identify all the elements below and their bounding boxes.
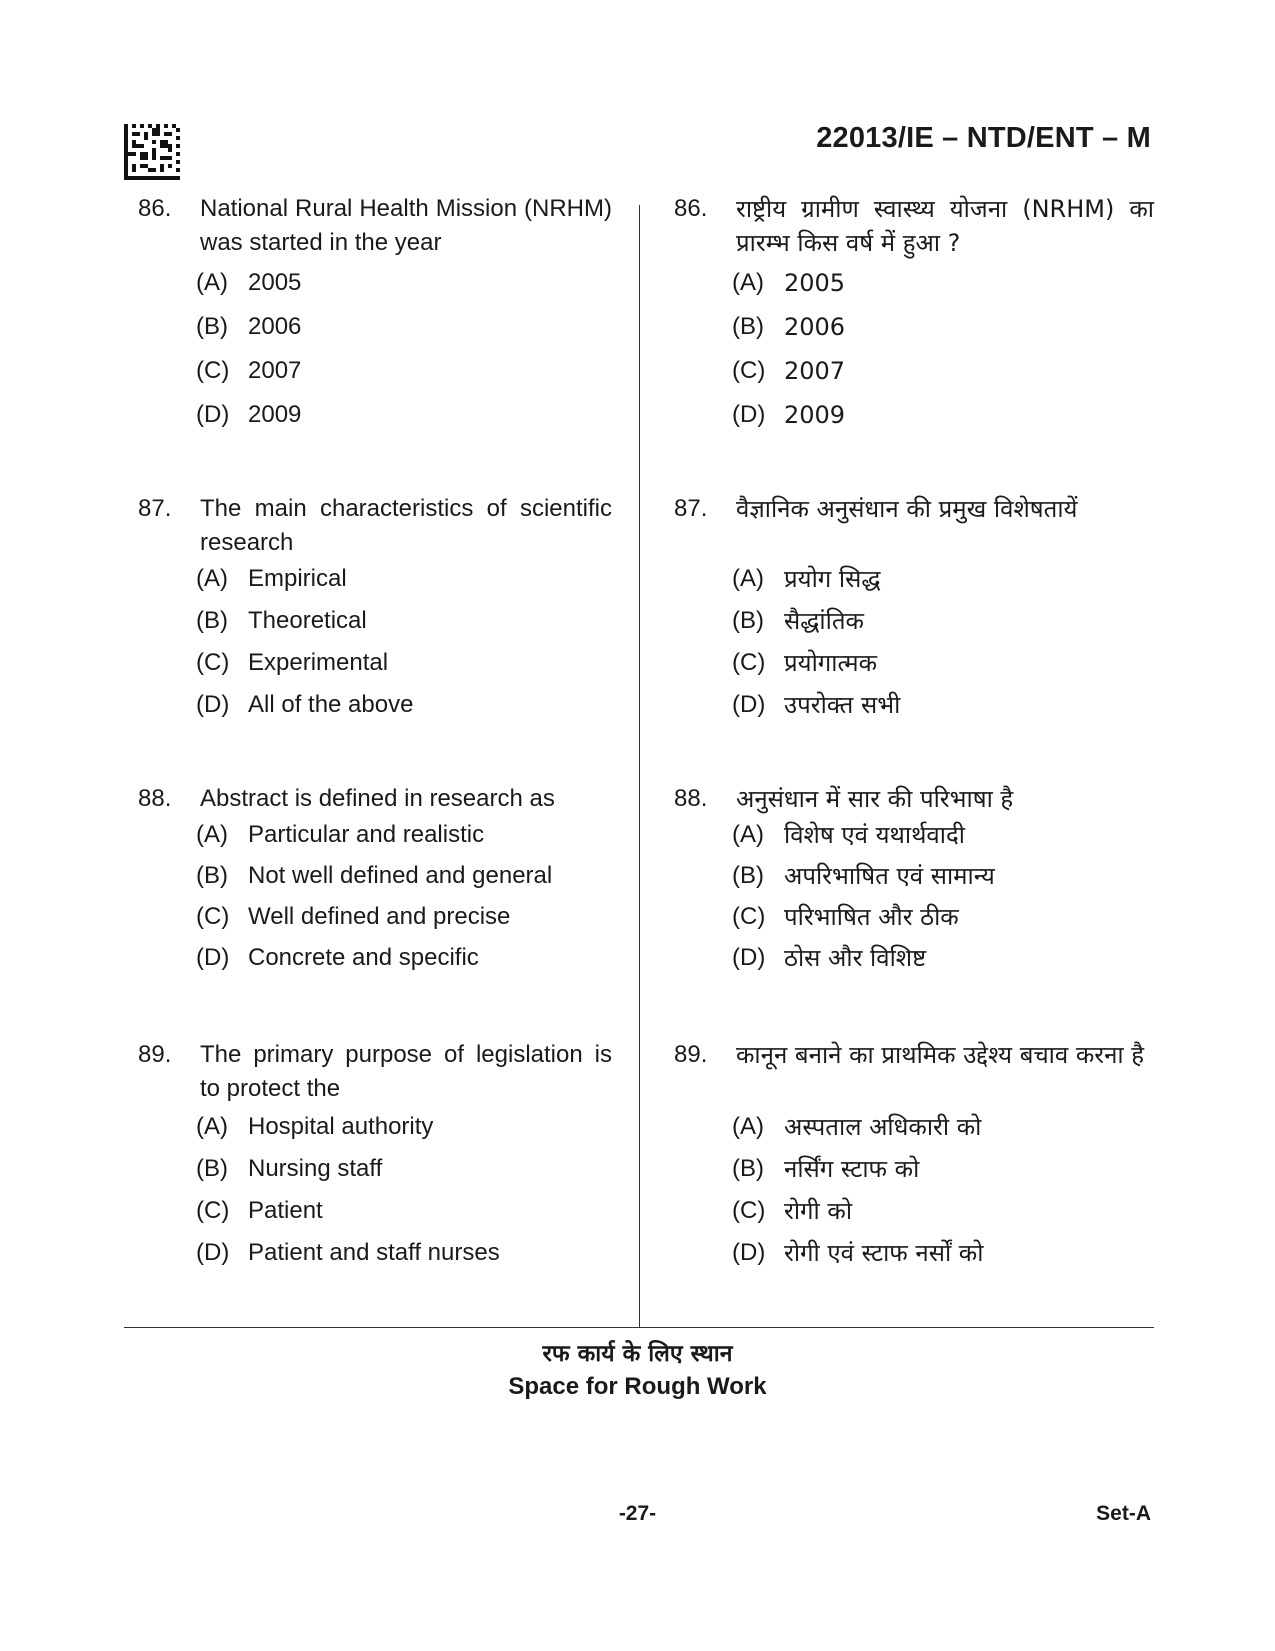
option-a	[196, 268, 612, 312]
option-text: Theoretical	[248, 607, 367, 634]
option-label: (C)	[732, 903, 766, 930]
set-label: Set-A	[1096, 1502, 1151, 1525]
option-label: (D)	[196, 1239, 230, 1266]
question-number: 87.	[674, 495, 708, 522]
question-88-en	[138, 782, 612, 984]
option-text: Empirical	[248, 565, 347, 592]
question-text: राष्ट्रीय ग्रामीण स्वास्थ्य योजना (NRHM) का प्रारम्भ किस वर्ष में हुआ ?	[736, 195, 1154, 257]
option-label: (D)	[732, 944, 766, 971]
option-c	[732, 902, 1154, 943]
option-c	[732, 648, 1154, 690]
option-text: प्रयोग सिद्ध	[784, 565, 881, 593]
option-label: (B)	[196, 607, 228, 634]
question-text: अनुसंधान में सार की परिभाषा है	[736, 785, 1014, 813]
option-label: (A)	[732, 1113, 764, 1140]
option-label: (D)	[732, 401, 766, 428]
option-label: (B)	[732, 862, 764, 889]
option-d	[196, 690, 612, 732]
option-label: (A)	[732, 821, 764, 848]
option-text: Not well defined and general	[248, 862, 553, 889]
option-label: (C)	[732, 357, 766, 384]
question-86-hi	[674, 192, 1154, 444]
option-a	[732, 564, 1154, 606]
option-text: Particular and realistic	[248, 821, 485, 848]
option-c	[196, 1196, 612, 1238]
option-label: (B)	[732, 313, 764, 340]
option-label: (C)	[732, 1197, 766, 1224]
option-a	[732, 820, 1154, 861]
option-d	[196, 400, 612, 444]
option-d	[732, 690, 1154, 732]
option-d	[732, 943, 1154, 984]
option-label: (A)	[196, 1113, 228, 1140]
option-c	[196, 648, 612, 690]
question-number: 86.	[138, 195, 172, 222]
option-label: (D)	[732, 691, 766, 718]
option-a	[196, 1112, 612, 1154]
option-label: (A)	[196, 269, 228, 296]
option-c	[732, 356, 1154, 400]
option-text: रोगी एवं स्टाफ नर्सों को	[784, 1239, 984, 1267]
option-label: (D)	[196, 691, 230, 718]
option-label: (C)	[196, 1197, 230, 1224]
page-number: -27-	[618, 1502, 657, 1525]
option-d	[732, 1238, 1154, 1280]
question-text: Abstract is defined in research as	[200, 785, 555, 812]
option-label: (A)	[196, 565, 228, 592]
section-divider	[124, 1327, 1154, 1328]
option-b	[196, 312, 612, 356]
question-text: The primary purpose of legislation is to protect the	[200, 1041, 612, 1102]
question-86-en	[138, 192, 612, 444]
option-text: अपरिभाषित एवं सामान्य	[784, 862, 995, 890]
option-text: 2007	[248, 357, 302, 384]
option-text: 2007	[784, 357, 846, 385]
option-text: सैद्धांतिक	[784, 607, 864, 635]
option-text: 2005	[248, 269, 302, 296]
option-label: (A)	[732, 565, 764, 592]
option-text: नर्सिंग स्टाफ को	[784, 1155, 920, 1183]
option-d	[196, 1238, 612, 1280]
question-number: 86.	[674, 195, 708, 222]
option-b	[732, 1154, 1154, 1196]
question-89-en	[138, 1038, 612, 1280]
rough-work-heading: Space for Rough Work	[508, 1373, 767, 1400]
option-text: परिभाषित और ठीक	[784, 903, 959, 931]
option-text: 2006	[248, 313, 302, 340]
option-text: Patient and staff nurses	[248, 1239, 500, 1266]
question-text: वैज्ञानिक अनुसंधान की प्रमुख विशेषतायें	[736, 495, 1078, 523]
question-text: National Rural Health Mission (NRHM) was started in the year	[200, 195, 612, 256]
question-number: 87.	[138, 495, 172, 522]
option-text: Patient	[248, 1197, 323, 1224]
option-text: Experimental	[248, 649, 389, 676]
question-87-hi	[674, 492, 1154, 732]
option-label: (B)	[196, 1155, 228, 1182]
column-divider	[639, 205, 640, 1328]
option-text: 2009	[784, 401, 846, 429]
option-label: (B)	[196, 862, 228, 889]
option-b	[196, 606, 612, 648]
option-text: 2009	[248, 401, 302, 428]
option-text: Well defined and precise	[248, 903, 511, 930]
option-text: All of the above	[248, 691, 414, 718]
option-b	[732, 312, 1154, 356]
question-number: 88.	[674, 785, 708, 812]
option-label: (D)	[732, 1239, 766, 1266]
option-text: प्रयोगात्मक	[784, 649, 878, 677]
rough-work-heading-hi: रफ कार्य के लिए स्थान	[542, 1341, 733, 1367]
option-label: (C)	[732, 649, 766, 676]
option-text: 2005	[784, 269, 846, 297]
option-b	[732, 606, 1154, 648]
qr-code	[124, 124, 180, 180]
question-number: 89.	[138, 1041, 172, 1068]
question-number: 88.	[138, 785, 172, 812]
option-b	[196, 861, 612, 902]
option-text: ठोस और विशिष्ट	[784, 944, 927, 972]
option-label: (A)	[196, 821, 228, 848]
question-89-hi	[674, 1038, 1154, 1280]
option-a	[732, 1112, 1154, 1154]
question-text: कानून बनाने का प्राथमिक उद्देश्य बचाव करना है	[736, 1041, 1145, 1069]
option-label: (C)	[196, 357, 230, 384]
option-text: रोगी को	[784, 1197, 853, 1225]
option-label: (D)	[196, 944, 230, 971]
option-a	[732, 268, 1154, 312]
question-text: The main characteristics of scientific research	[200, 495, 612, 556]
paper-code: 22013/IE – NTD/ENT – M	[816, 122, 1151, 154]
option-label: (A)	[732, 269, 764, 296]
question-87-en	[138, 492, 612, 732]
option-a	[196, 820, 612, 861]
option-label: (B)	[732, 607, 764, 634]
option-text: Hospital authority	[248, 1113, 434, 1140]
option-c	[196, 356, 612, 400]
option-text: Nursing staff	[248, 1155, 383, 1182]
option-label: (C)	[196, 649, 230, 676]
option-b	[732, 861, 1154, 902]
option-d	[732, 400, 1154, 444]
option-b	[196, 1154, 612, 1196]
question-88-hi	[674, 782, 1154, 984]
option-c	[732, 1196, 1154, 1238]
option-a	[196, 564, 612, 606]
option-text: Concrete and specific	[248, 944, 479, 971]
option-label: (B)	[196, 313, 228, 340]
option-c	[196, 902, 612, 943]
option-text: उपरोक्त सभी	[784, 691, 901, 719]
option-d	[196, 943, 612, 984]
option-label: (B)	[732, 1155, 764, 1182]
option-text: विशेष एवं यथार्थवादी	[784, 821, 965, 849]
option-label: (C)	[196, 903, 230, 930]
option-text: 2006	[784, 313, 846, 341]
question-number: 89.	[674, 1041, 708, 1068]
option-label: (D)	[196, 401, 230, 428]
option-text: अस्पताल अधिकारी को	[784, 1113, 982, 1141]
